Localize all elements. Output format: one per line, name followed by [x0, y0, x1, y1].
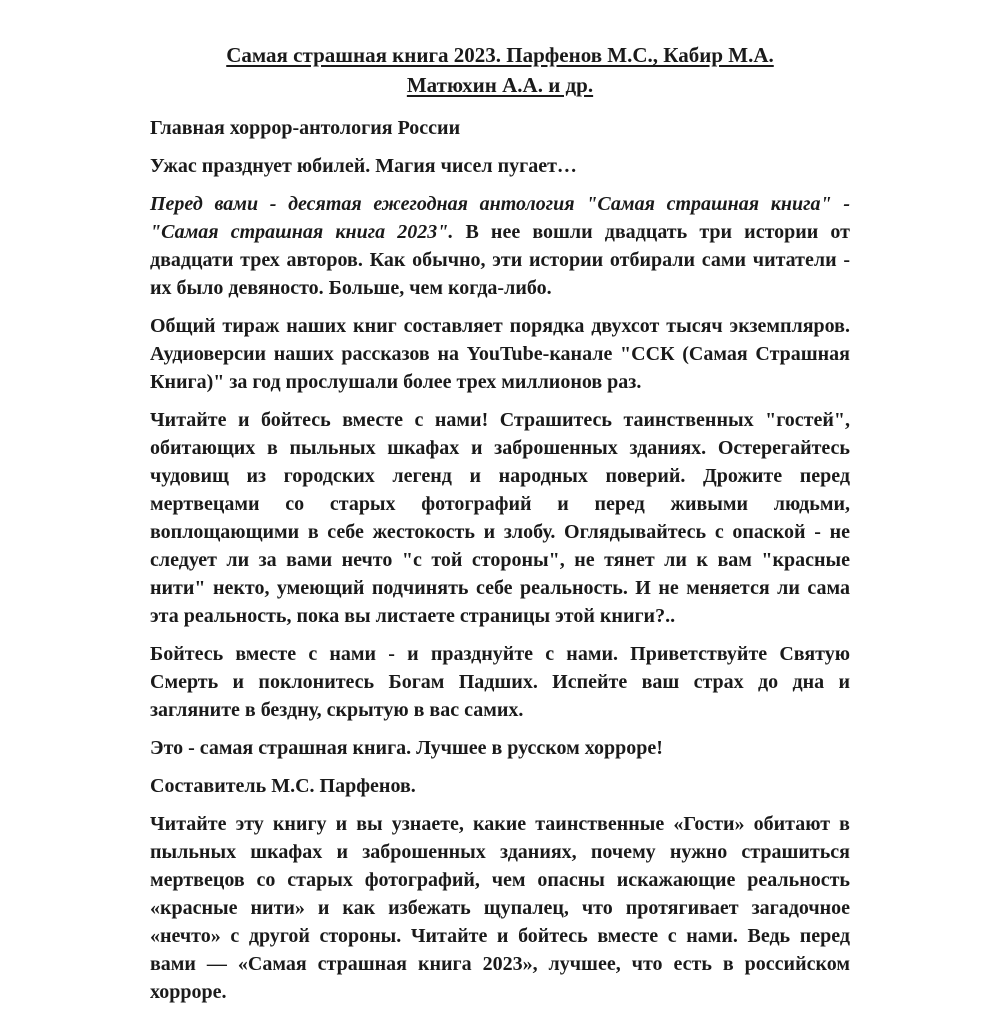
compiler-line: Составитель М.С. Парфенов. — [150, 775, 416, 797]
tagline: Ужас празднует юбилей. Магия чисел пугает… — [150, 155, 577, 177]
intro-paragraph — [150, 190, 850, 302]
best-horror-line: Это - самая страшная книга. Лучшее в русском хорроре! — [150, 737, 663, 759]
subtitle: Главная хоррор-антология России — [150, 117, 461, 139]
document-title — [150, 40, 850, 100]
read-and-fear-paragraph: Читайте и бойтесь вместе с нами! Страшитесь таинственных "гостей", обитающих в пыльных шкафах и заброшенных зданиях. Остерегайтесь чудовищ из городских легенд и народных поверий. Дрожите перед мертвецами со старых фотографий и перед живыми людьми, воплощающими в себе жестокость и злобу. Оглядывайтесь с опаской - не следует ли за вами нечто "с той стороны", не тянет ли к вам "красные нити" некто, умеющий подчинять себе реальность. И не меняется ли сама эта реальность, пока вы листаете страницы этой книги?.. — [150, 409, 850, 627]
celebrate-paragraph: Бойтесь вместе с нами - и празднуйте с нами. Приветствуйте Святую Смерть и поклонитесь Богам Падших. Испейте ваш страх до дна и загляните в бездну, скрытую в вас самих. — [150, 643, 850, 721]
intro-rest-text: В нее вошли двадцать три истории от двадцати трех авторов. Как обычно, эти истории отбирали сами читатели - их было девяносто. Больше, чем когда-либо. — [150, 221, 850, 299]
title-line-2: Матюхин А.А. и др. — [406, 73, 594, 97]
intro-italic-text: Перед вами - десятая ежегодная антология "Самая страшная книга" - "Самая страшная книга 2023". — [150, 193, 850, 243]
closing-paragraph: Читайте эту книгу и вы узнаете, какие таинственные «Гости» обитают в пыльных шкафах и заброшенных зданиях, почему нужно страшиться мертвецов со старых фотографий, чем опасны искажающие реальность «красные нити» и как избежать щупалец, что протягивает загадочное «нечто» с другой стороны. Читайте и бойтесь вместе с нами. Ведь перед вами — «Самая страшная книга 2023», лучшее, что есть в российском хорроре. — [150, 813, 850, 1003]
title-line-1: Самая страшная книга 2023. Парфенов М.С., Кабир М.А. — [226, 43, 774, 67]
circulation-paragraph: Общий тираж наших книг составляет порядка двухсот тысяч экземпляров. Аудиоверсии наших рассказов на YouTube-канале "ССК (Самая Страшная Книга)" за год прослушали более трех миллионов раз. — [150, 315, 850, 393]
document-page — [150, 40, 850, 1016]
